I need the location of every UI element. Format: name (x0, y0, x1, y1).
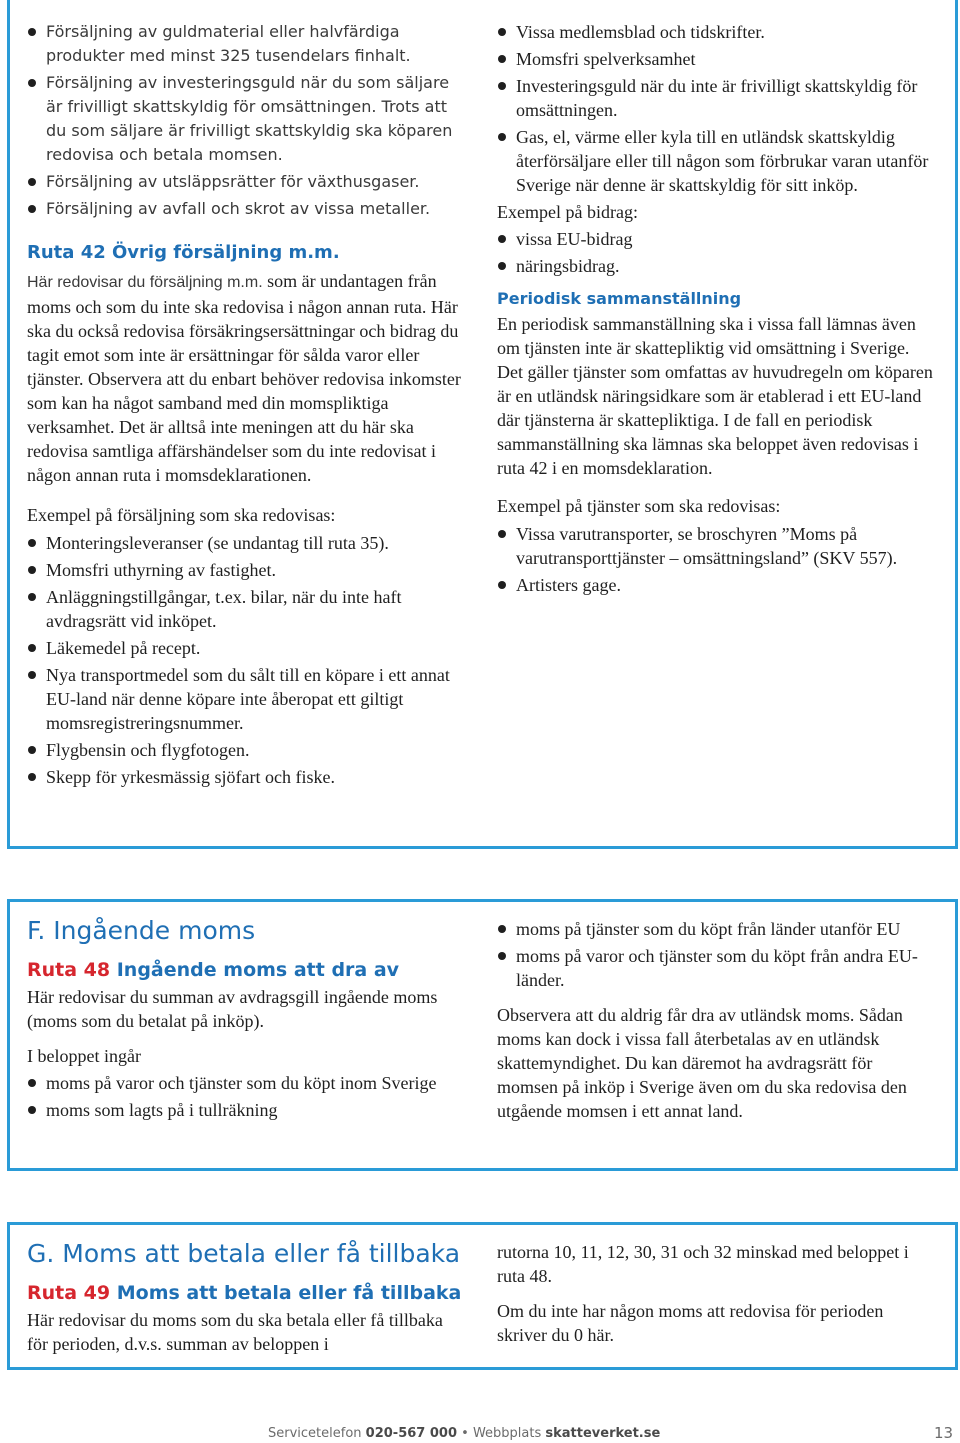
included-list (27, 1071, 467, 1122)
list-item: Investeringsguld när du inte är frivilligt skattskyldig för omsättningen. (497, 74, 937, 122)
bullet-icon (28, 773, 36, 781)
footer-separator: • (457, 1426, 473, 1441)
list-item: moms på varor och tjänster som du köpt inom Sverige (27, 1071, 467, 1095)
zero-value-note: Om du inte har någon moms att redovisa för perioden skriver du 0 här. (497, 1301, 884, 1345)
ruta-42-lead: Här redovisar du försäljning m.m. (27, 274, 263, 291)
list-item: näringsbidrag. (497, 254, 937, 278)
list-item: Momsfri uthyrning av fastighet. (27, 558, 467, 582)
list-item: Försäljning av investeringsguld när du som säljare är frivilligt skattskyldig för omsättningen. Trots att du som säljare är frivilligt skattskyldig ska köparen redovisa och betala momsen. (27, 71, 467, 167)
list-item: Artisters gage. (497, 573, 937, 597)
list-item: Försäljning av utsläppsrätter för växthusgaser. (27, 170, 467, 194)
section-e-right-column (497, 20, 937, 600)
service-phone-number: 020-567 000 (365, 1426, 457, 1441)
bullet-icon (28, 28, 36, 36)
bullet-icon (498, 133, 506, 141)
bullet-icon (28, 1079, 36, 1087)
list-item: Läkemedel på recept. (27, 636, 467, 660)
service-phone-label: Servicetelefon (268, 1426, 366, 1441)
section-g-title: G. Moms att betala eller få tillbaka (27, 1239, 461, 1268)
bullet-icon (498, 530, 506, 538)
bullet-icon (498, 82, 506, 90)
excluded-sales-list (27, 20, 467, 221)
bullet-icon (28, 1106, 36, 1114)
service-example-intro: Exempel på tjänster som ska redovisas: (497, 496, 781, 516)
bullet-icon (28, 566, 36, 574)
bullet-icon (498, 581, 506, 589)
ruta-42-heading: Ruta 42 Övrig försäljning m.m. (27, 242, 340, 263)
grant-example-list (497, 227, 937, 278)
bullet-icon (28, 539, 36, 547)
ruta-49-continuation: rutorna 10, 11, 12, 30, 31 och 32 minskad med beloppet i ruta 48. (497, 1242, 909, 1286)
list-item: moms på tjänster som du köpt från länder utanför EU (497, 917, 937, 941)
bullet-icon (28, 671, 36, 679)
section-g-left-column (27, 1238, 477, 1356)
section-f-title: F. Ingående moms (27, 916, 256, 945)
bullet-icon (28, 644, 36, 652)
page-number: 13 (934, 1424, 954, 1442)
bullet-icon (28, 79, 36, 87)
list-item: Nya transportmedel som du sålt till en köpare i ett annat EU-land när denne köpare inte åberopat ett giltigt momsregistreringsnummer. (27, 663, 467, 735)
sales-example-list (27, 531, 467, 789)
ruta-42-text: Här redovisar du försäljning m.m. som är undantagen från moms och som du inte ska redovisa i någon annan ruta. Här ska du också redovisa försäkringsersättningar och bidrag du tagit emot som inte är ersättningar för sålda varor eller tjänster. Observera att du enbart behöver redovisa inkomster som kan ha något samband med din momspliktiga verksamhet. Det är alltså inte meningen att du här ska redovisa samtliga affärshändelser som du inte redovisat i någon annan ruta i momsdeklarationen. (27, 271, 461, 485)
bullet-icon (498, 28, 506, 36)
list-item: Momsfri spelverksamhet (497, 47, 937, 71)
included-list-continued (497, 917, 937, 992)
list-item: Skepp för yrkesmässig sjöfart och fiske. (27, 765, 467, 789)
ruta-48-heading: Ruta 48 Ingående moms att dra av (27, 959, 400, 981)
bullet-icon (28, 178, 36, 186)
foreign-vat-note: Observera att du aldrig får dra av utländsk moms. Sådan moms kan dock i vissa fall återbetalas av en utländsk skattemyndighet. Du kan däremot ha avdragsrätt för momsen på inköp i Sverige även om du ska redovisa den utgående momsen i ett annat land. (497, 1005, 907, 1121)
excluded-items-list (497, 20, 937, 197)
ruta-49-intro: Här redovisar du moms som du ska betala eller få tillbaka för perioden, d.v.s. summan av beloppen i (27, 1310, 443, 1354)
list-item: Försäljning av guldmaterial eller halvfärdiga produkter med minst 325 tusendelars finhalt. (27, 20, 467, 68)
page-footer (268, 1426, 660, 1441)
periodisk-text: En periodisk sammanställning ska i vissa fall lämnas även om tjänsten inte är skattepliktig vid omsättning i Sverige. Det gäller tjänster som omfattas av huvudregeln om köparen är en utländsk näringsidkare som är etablerad i ett EU-land där tjänsterna är skattepliktiga. I de fall en periodisk sammanställning ska lämnas ska beloppet även redovisas i ruta 42 i en momsdeklaration. (497, 314, 933, 478)
ruta-49-heading: Ruta 49 Moms att betala eller få tillbaka (27, 1282, 462, 1304)
ruta-48-intro: Här redovisar du summan av avdragsgill ingående moms (moms som du betalat på inköp). (27, 987, 438, 1031)
section-e-left-column (27, 20, 467, 792)
included-label: I beloppet ingår (27, 1046, 141, 1066)
list-item: Försäljning av avfall och skrot av vissa metaller. (27, 197, 467, 221)
list-item: Gas, el, värme eller kyla till en utländsk skattskyldig återförsäljare eller till någon som förbrukar varan utanför Sverige när denne är skattskyldig för sitt inköp. (497, 125, 937, 197)
bullet-icon (28, 205, 36, 213)
sales-example-intro: Exempel på försäljning som ska redovisas: (27, 505, 336, 525)
bullet-icon (498, 952, 506, 960)
list-item: moms på varor och tjänster som du köpt från andra EU-länder. (497, 944, 937, 992)
bullet-icon (28, 593, 36, 601)
list-item: Anläggningstillgångar, t.ex. bilar, när du inte haft avdragsrätt vid inköpet. (27, 585, 467, 633)
bullet-icon (498, 55, 506, 63)
bullet-icon (498, 262, 506, 270)
website-label: Webbplats (472, 1426, 546, 1441)
section-f-left-column (27, 915, 467, 1125)
grant-example-intro: Exempel på bidrag: (497, 202, 638, 222)
list-item: Flygbensin och flygfotogen. (27, 738, 467, 762)
service-example-list (497, 522, 937, 597)
section-f-right-column (497, 917, 937, 1123)
bullet-icon (498, 235, 506, 243)
bullet-icon (28, 746, 36, 754)
list-item: Vissa medlemsblad och tidskrifter. (497, 20, 937, 44)
bullet-icon (498, 925, 506, 933)
periodisk-heading: Periodisk sammanställning (497, 289, 742, 308)
section-g-right-column (497, 1240, 937, 1347)
website-link[interactable]: skatteverket.se (545, 1426, 661, 1441)
list-item: vissa EU-bidrag (497, 227, 937, 251)
list-item: moms som lagts på i tullräkning (27, 1098, 467, 1122)
list-item: Monteringsleveranser (se undantag till ruta 35). (27, 531, 467, 555)
list-item: Vissa varutransporter, se broschyren ”Moms på varutransporttjänster – omsättningsland” (SKV 557). (497, 522, 937, 570)
